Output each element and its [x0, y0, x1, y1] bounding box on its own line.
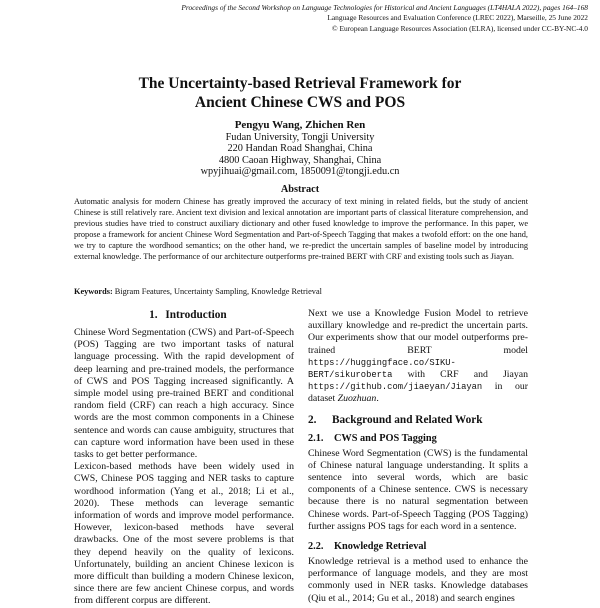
- left-column: [74, 308, 294, 608]
- author-block: [0, 120, 600, 178]
- subsection-knowledge-heading: [308, 540, 528, 553]
- subsection-title: CWS and POS Tagging: [334, 432, 437, 444]
- author-address-1: 220 Handan Road Shanghai, China: [227, 143, 373, 154]
- section-introduction-heading: [74, 308, 294, 322]
- section-background-heading: [308, 413, 528, 427]
- dataset-name: Zuozhuan: [337, 393, 377, 405]
- title-line-1: The Uncertainty-based Retrieval Framework for: [138, 75, 462, 92]
- section-number: 1.: [149, 309, 158, 321]
- author-names: Pengyu Wang, Zhichen Ren: [234, 119, 366, 131]
- author-emails: wpyjihuai@gmail.com, 1850091@tongji.edu.cn: [200, 166, 400, 177]
- abstract-heading: Abstract: [280, 184, 320, 195]
- title-line-2: Ancient Chinese CWS and POS: [194, 94, 406, 111]
- section-title: Introduction: [165, 309, 227, 321]
- section-number: 2.: [308, 413, 317, 426]
- section-title: Background and Related Work: [332, 413, 483, 426]
- subsection-number: 2.1.: [308, 432, 324, 444]
- abstract-text: Automatic analysis for modern Chinese has greatly improved the accuracy of text mining in related fields, but the study of ancient Chinese is still relatively rare. Ancient text division and lexical annotation are important parts of classical literature comprehension, and previous studies have tried to construct auxiliary dictionary and other fused knowledge to improve the performance. In this paper, we propose a framework for ancient Chinese Word Segmentation and Part-of-Speech Tagging that makes a twofold effort: on the one hand, we try to capture the wordhood semantics; on the other hand, we re-predict the uncertain samples of baseline model by introducing external knowledge. The performance of our architecture outperforms pre-trained BERT with CRF and existing tools such as Jiayan.: [74, 197, 528, 261]
- subsection-title: Knowledge Retrieval: [334, 541, 427, 553]
- huggingface-link[interactable]: https://huggingface.co/SIKU-BERT/sikuroberta: [308, 357, 456, 381]
- header-line-2: Language Resources and Evaluation Conference (LREC 2022), Marseille, 25 June 2022: [327, 13, 588, 23]
- header-line-1: Proceedings of the Second Workshop on Language Technologies for Historical and Ancient Languages (LT4HALA 2022), pages 164–168: [181, 3, 588, 12]
- paragraph-text: .: [376, 393, 379, 405]
- intro-paragraph-2: Lexicon-based methods have been widely used in CWS, Chinese POS tagging and NER tasks to capture wordhood information (Yang et al., 2018; Li et al., 2020). These methods can leverage semantic information of words and improve model performance. However, lexicon-based methods have several drawbacks. One of the most severe problems is that they depend heavily on the quality of lexicons. Unfortunately, building an ancient Chinese lexicon is more difficult than building a modern Chinese lexicon, since there are few ancient Chinese corpus, and words from different corpus are different.: [74, 461, 294, 607]
- subsection-cws-heading: [308, 432, 528, 445]
- author-address-2: 4800 Caoan Highway, Shanghai, China: [218, 154, 382, 166]
- github-link[interactable]: https://github.com/jiaeyan/Jiayan: [308, 382, 483, 393]
- intro-paragraph-3: [308, 308, 528, 406]
- header-line-3: © European Language Resources Association (ELRA), licensed under CC-BY-NC-4.0: [331, 23, 588, 33]
- keywords-text: Bigram Features, Uncertainty Sampling, Knowledge Retrieval: [112, 287, 322, 296]
- paragraph-text: with CRF and Jiayan: [392, 369, 528, 381]
- proceedings-header: [181, 3, 588, 34]
- paper-title: [0, 74, 600, 112]
- author-affiliation: Fudan University, Tongji University: [225, 131, 375, 143]
- keywords-line: [74, 287, 528, 298]
- paragraph-text: in our dataset: [308, 381, 528, 405]
- knowledge-paragraph: Knowledge retrieval is a method used to enhance the performance of language models, and they are most commonly used in NER tasks. Knowledge databases (Qiu et al., 2014; Gu et al., 2018) and search engines: [308, 556, 528, 604]
- intro-paragraph-1: Chinese Word Segmentation (CWS) and Part-of-Speech (POS) Tagging are two important tasks of natural language processing. With the rapid development of deep learning and pre-trained models, the performance of CWS and POS Tagging increased significantly. A simple model using pre-trained BERT and conditional random field (CRF) can reach a high accuracy. Since words are the most common components in a Chinese sentence and words can cause ambiguity, structures that can capture word information have been used in these tasks to get better performance.: [74, 327, 294, 461]
- paragraph-text: Next we use a Knowledge Fusion Model to retrieve auxillary knowledge and re-predict the uncertain parts. Our experiments show that our model outperforms pre-trained BERT model: [308, 308, 528, 356]
- subsection-number: 2.2.: [308, 541, 324, 553]
- right-column: [308, 308, 528, 605]
- keywords-label: Keywords:: [74, 287, 113, 296]
- cws-paragraph: Chinese Word Segmentation (CWS) is the fundamental of Chinese natural language understanding. It splits a sentence into several words, which are basic components of a Chinese sentence. CWS is necessary because there is no natural segmentation between Chinese words. Part-of-Speech Tagging (POS Tagging) further assigns POS tags for each word in a sentence.: [308, 447, 528, 532]
